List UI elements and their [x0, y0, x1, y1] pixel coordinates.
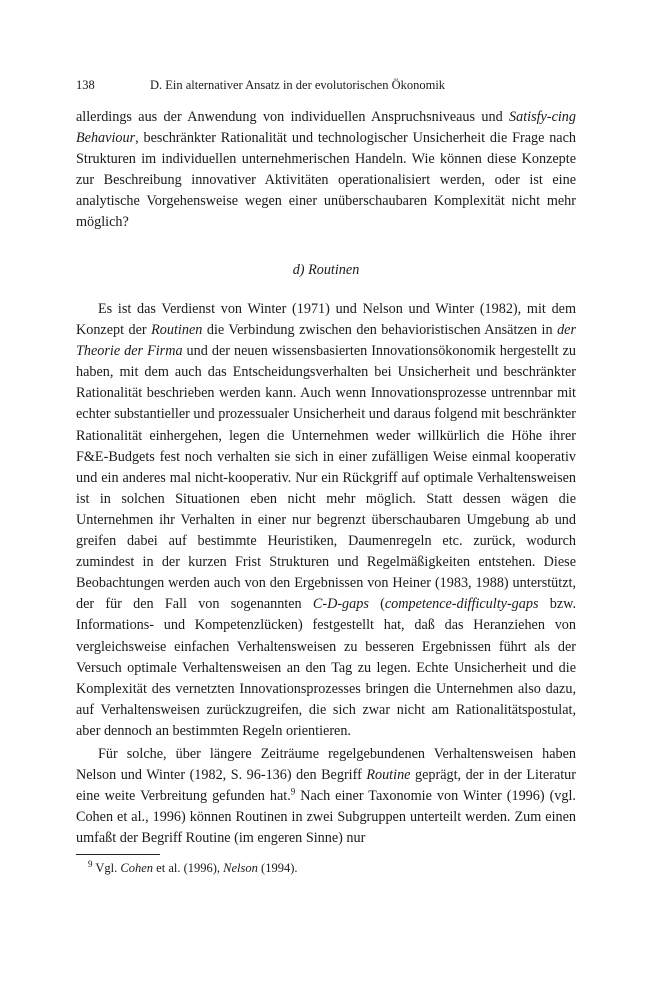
paragraph-routinen	[76, 299, 576, 742]
paragraph-text: (	[368, 596, 385, 613]
footnote-text: et al. (1996),	[153, 861, 224, 875]
italic-term: Routinen	[151, 322, 203, 339]
paragraph-taxonomy	[76, 744, 576, 849]
paragraph-text: , beschränkter Rationalität und technologischer Unsicherheit die Frage nach Strukturen im individuellen unternehmerischen Handeln. Wie können diese Konzepte zur Beschreibung innovativer Aktivitäten operationalisiert werden, oder ist eine analytische Vorgehensweise wegen einer unüberschaubaren Komplexität nicht mehr möglich?	[76, 130, 576, 231]
italic-term: Satisfy-cing Behaviour	[76, 109, 576, 147]
footnote-author: Cohen	[120, 861, 154, 875]
paragraph-text: bzw. Informations- und Kompetenzlücken) festgestellt hat, daß das Heranziehen von vergleichsweise einfachen Verhaltensweisen zu besseren Ergebnissen führt als der Versuch optimale Verhaltensweisen an den Tag zu legen. Echte Unsicherheit und die Komplexität des vernetzten Innovationsprozesses bringen die Unternehmen also dazu, auf Verhaltensweisen zurückzugreifen, die sich zwar nicht am Rationalitätspostulat, aber dennoch an bestimmten Regeln orientieren.	[76, 596, 576, 739]
italic-term: Routine	[366, 767, 411, 784]
footnote-text: (1994).	[257, 861, 298, 875]
paragraph-text: die Verbindung zwischen den behavioristischen Ansätzen in	[202, 322, 558, 339]
footnote-divider	[76, 854, 160, 855]
paragraph-text: Es ist das Verdienst von Winter (1971) und Nelson und Winter (1982), mit dem Konzept der	[76, 301, 576, 339]
paragraph-text: Nach einer Taxonomie von Winter (1996) (vgl. Cohen et al., 1996) können Routinen in zwei Subgruppen unterteilt werden. Zum einen umfaßt der Begriff Routine (im engeren Sinne) nur	[76, 788, 576, 847]
paragraph-text: Für solche, über längere Zeiträume regelgebundenen Verhaltensweisen haben Nelson und Winter (1982, S. 96-136) den Begriff	[76, 746, 576, 784]
page-number: 138	[76, 78, 95, 92]
footnote-text: Vgl.	[92, 861, 121, 875]
running-title: D. Ein alternativer Ansatz in der evolutorischen Ökonomik	[150, 78, 446, 92]
italic-term: der Theorie der Firma	[76, 322, 576, 360]
paragraph-intro	[76, 107, 576, 234]
footnote-reference[interactable]: 9	[290, 786, 296, 797]
footnote	[88, 858, 298, 876]
footnote-author: Nelson	[223, 861, 258, 875]
footnote-mark: 9	[88, 858, 93, 869]
paragraph-text: und der neuen wissensbasierten Innovationsökonomik hergestellt zu haben, mit dem auch das Entscheidungsverhalten bei Unsicherheit und beschränkter Rationalität beschrieben werden kann. Auch wenn Innovationsprozesse untrennbar mit echter substantieller und prozessualer Unsicherheit und daraus folgend mit beschränkter Rationalität einhergehen, legen die Unternehmen weder willkürlich die Höhe ihrer F&E-Budgets fest noch verhalten sie sich in einer zufälligen Weise einmal kooperativ und ein anderes mal nicht-kooperativ. Nur ein Rückgriff auf optimale Verhaltensweisen ist in solchen Situationen eben nicht mehr möglich. Statt dessen wägen die Unternehmen ihr Verhalten in einer nur begrenzt überschaubaren Umgebung ab und greifen dabei auf bestimmte Heuristiken, Daumenregeln etc. zurück, wodurch zumindest in der kurzen Frist Strukturen und Regelmäßigkeiten entstehen. Diese Beobachtungen werden auch von den Ergebnissen von Heiner (1983, 1988) unterstützt, der für den Fall von sogenannten	[76, 343, 576, 613]
paragraph-text: geprägt, der in der Literatur eine weite Verbreitung gefunden hat.	[76, 767, 577, 805]
section-heading: d) Routinen	[292, 262, 360, 278]
italic-term: C-D-gaps	[312, 596, 369, 613]
italic-term: competence-difficulty-gaps	[384, 596, 539, 613]
paragraph-text: allerdings aus der Anwendung von individuellen Anspruchsniveaus und	[76, 109, 510, 125]
